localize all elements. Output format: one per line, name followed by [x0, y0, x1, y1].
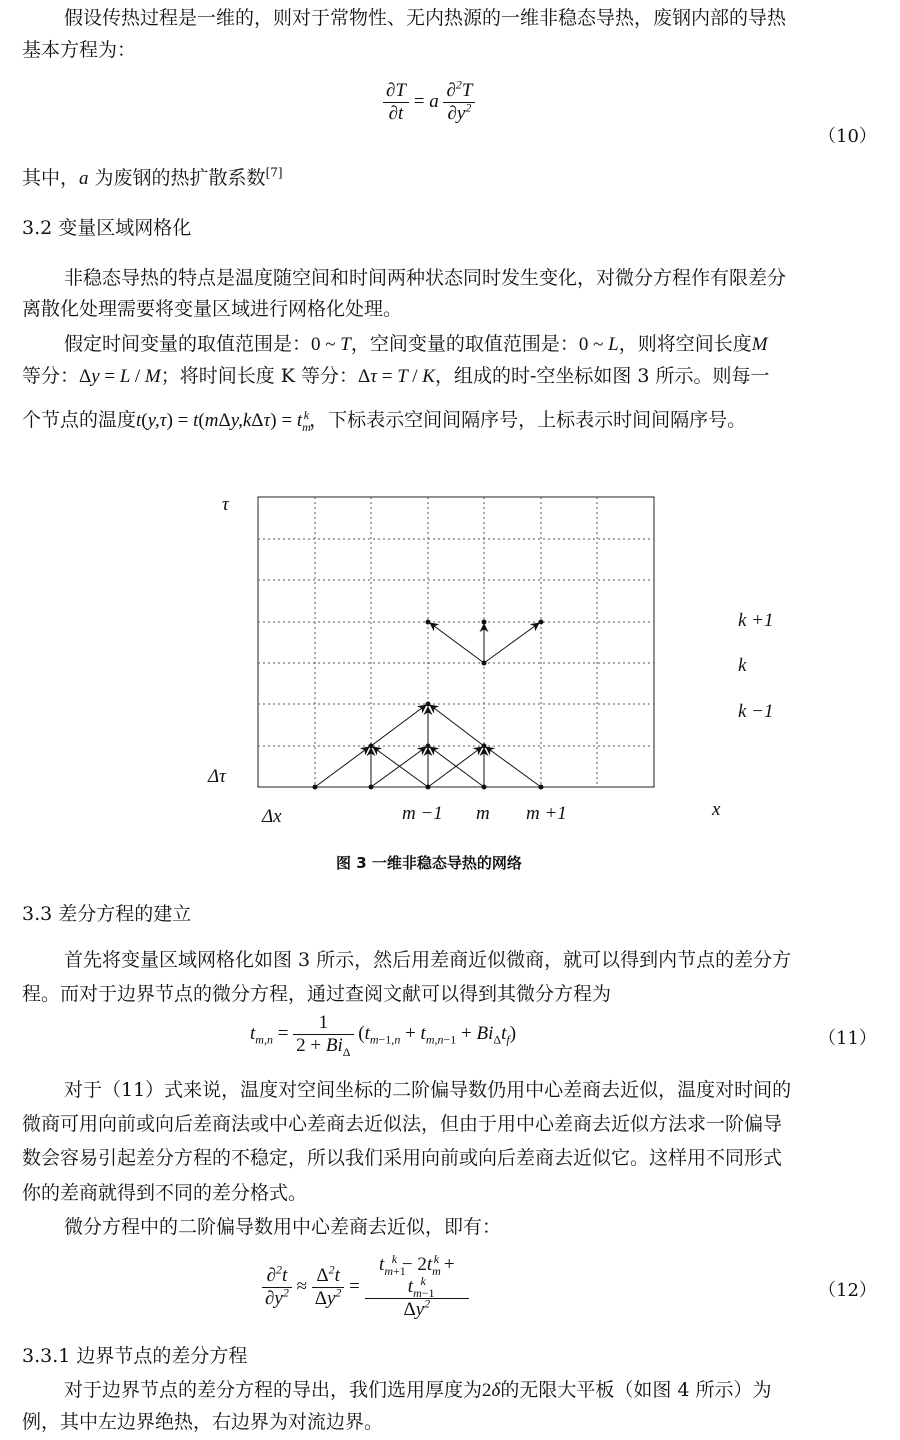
label-m-minus-1: m −1	[402, 803, 443, 824]
label-m: m	[476, 803, 490, 824]
paragraph-line: 基本方程为：	[22, 39, 137, 61]
figure-3-grid	[0, 480, 900, 820]
paragraph-line: 离散化处理需要将变量区域进行网格化处理。	[22, 298, 403, 320]
section-heading: 3.3 差分方程的建立	[22, 903, 192, 925]
label-k: k	[738, 655, 747, 676]
label-k-minus-1: k −1	[738, 701, 774, 722]
equation-number: （11）	[818, 1028, 877, 1049]
label-delta-tau: Δτ	[208, 766, 226, 787]
paragraph-line: 等分：Δy = L / M；将时间长度 K 等分：Δτ = T / K，组成的时-空坐标如图 3 所示。则每一	[22, 365, 770, 387]
equation-12: $\frac{\partial^2t}{\partial y^2}$ ≈ $\frac{\Delta^2t}{\Delta y^2}$ = $\frac{t_{m+1}^k - 2t_m^k + t_{m-1}^k}{\Delta y^2}$	[262, 1254, 469, 1321]
section-heading: 3.2 变量区域网格化	[22, 217, 192, 239]
paragraph-line: 非稳态导热的特点是温度随空间和时间两种状态同时发生变化，对微分方程作有限差分	[64, 267, 787, 289]
paragraph-line: 首先将变量区域网格化如图 3 所示，然后用差商近似微商，就可以得到内节点的差分方	[64, 949, 792, 971]
section-heading: 3.3.1 边界节点的差分方程	[22, 1345, 248, 1367]
axis-label-tau: τ	[222, 494, 229, 515]
paragraph-line: 对于（11）式来说，温度对空间坐标的二阶偏导数仍用中心差商去近似，温度对时间的	[64, 1079, 792, 1101]
label-k-plus-1: k +1	[738, 610, 774, 631]
paragraph-line: 假设传热过程是一维的，则对于常物性、无内热源的一维非稳态导热，废钢内部的导热	[64, 7, 787, 29]
paragraph-line: 你的差商就得到不同的差分格式。	[22, 1182, 308, 1204]
label-delta-x: Δx	[262, 806, 282, 827]
paragraph-line: 数会容易引起差分方程的不稳定，所以我们采用向前或向后差商去近似它。这样用不同形式	[22, 1147, 783, 1169]
label-m-plus-1: m +1	[526, 803, 567, 824]
paragraph-line: 个节点的温度$t(y,\tau) = t(m\Delta y,k\Delta\tau) = t_m^k$，下标表示空间间隔序号，上标表示时间间隔序号。	[22, 407, 747, 434]
axis-label-x: x	[712, 799, 721, 820]
paragraph-line: 对于边界节点的差分方程的导出，我们选用厚度为2δ的无限大平板（如图 4 所示）为	[64, 1379, 772, 1401]
paragraph-line: 程。而对于边界节点的微分方程，通过查阅文献可以得到其微分方程为	[22, 983, 612, 1005]
equation-11: $t_{m,n}$ = $\frac{1}{2 + Bi_\Delta}$ $(t_{m-1,n} + t_{m,n-1} + Bi_\Delta t_f)$	[250, 1012, 517, 1059]
paragraph-line: 假定时间变量的取值范围是：0 ~ T，空间变量的取值范围是：0 ~ L，则将空间长度M	[64, 333, 768, 355]
equation-number: （12）	[818, 1280, 877, 1301]
paragraph-line: 微商可用向前或向后差商法或中心差商去近似法，但由于用中心差商去近似方法求一阶偏导	[22, 1113, 783, 1135]
figure-caption: 图 3 一维非稳态导热的网络	[336, 854, 522, 872]
paragraph-line: 微分方程中的二阶偏导数用中心差商去近似，即有：	[64, 1216, 502, 1238]
paragraph-line: 例，其中左边界绝热，右边界为对流边界。	[22, 1411, 384, 1433]
paragraph-line: 其中，a 为废钢的热扩散系数[7]	[22, 165, 283, 189]
equation-10: $\frac{\partial T}{\partial t}$ = a $\frac{\partial^2T}{\partial y^2}$	[383, 80, 475, 125]
equation-number: （10）	[818, 126, 877, 147]
